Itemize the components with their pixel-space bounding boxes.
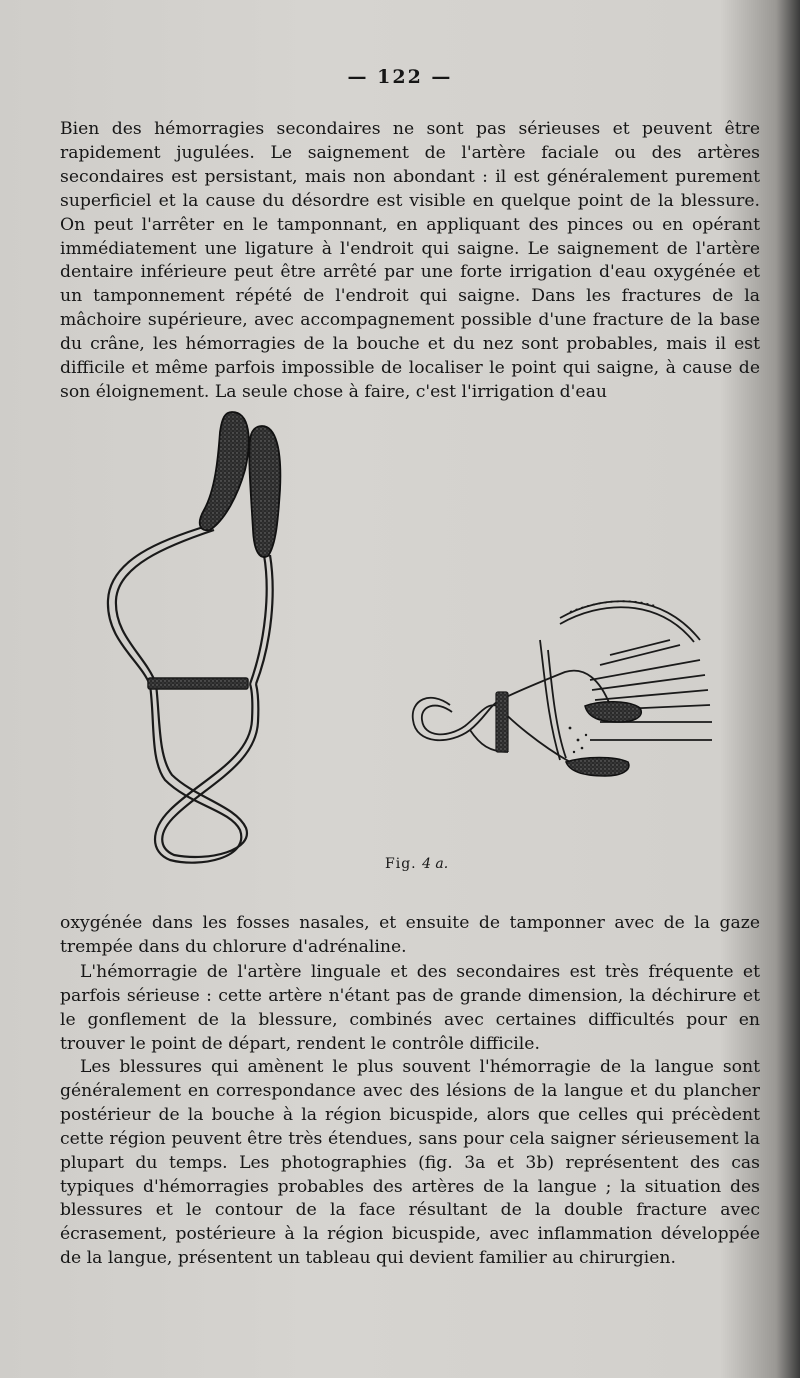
clamp-band-right bbox=[496, 692, 508, 752]
upper-tampon-right bbox=[585, 702, 641, 722]
paragraph: L'hémorragie de l'artère linguale et des secondaires est très fréquente et parfois sérieuse : cette artère n'étant pas de grande dimension, la déchirure et le gonflement de la blessure, combinés avec certaines difficultés pour en trouver le point de départ, rendent le contrôle difficile. bbox=[60, 962, 760, 1054]
figure-caption bbox=[385, 856, 448, 872]
bone-detail bbox=[569, 727, 588, 754]
left-tampon bbox=[200, 412, 249, 530]
nasal-tampon-device bbox=[108, 525, 273, 863]
nasal-cavity-section bbox=[413, 601, 712, 771]
right-tampon bbox=[249, 426, 280, 557]
figure-caption-prefix: Fig. bbox=[385, 856, 417, 872]
paragraph: Les blessures qui amènent le plus souvent l'hémorragie de la langue sont généralement en correspondance avec des lésions de la langue et du plancher postérieur de la bouche à la région bicuspide, alors que celles qui précèdent cette région peuvent être très étendues, sans pour cela saigner sérieusement la plupart du temps. Les photographies (fig. 3a et 3b) représentent des cas typiques d'hémorragies probables des artères de la langue ; la situation des blessures et le contour de la face résultant de la double fracture avec écrasement, postérieure à la région bicuspide, avec inflammation développée de la langue, présentent un tableau qui devient familier au chirurgien. bbox=[60, 1057, 760, 1269]
paragraph: Bien des hémorragies secondaires ne sont pas sérieuses et peuvent être rapidement jugulées. Le saignement de l'artère faciale ou des artères secondaires est persistant, mais non abondant : il est généralement purement superficiel et la cause du désordre est visible en quelque point de la blessure. On peut l'arrêter en le tamponnant, en appliquant des pinces ou en opérant immédiatement une ligature à l'endroit qui saigne. Le saignement de l'artère dentaire inférieure peut être arrêté par une forte irrigation d'eau oxygénée et un tamponnement répété de l'endroit qui saigne. Dans les fractures de la mâchoire supérieure, avec accompagnement possible d'une fracture de la base du crâne, les hémorragies de la bouche et du nez sont probables, mais il est difficile et même parfois impossible de localiser le point qui saigne, à cause de son éloignement. La seule chose à faire, c'est l'irrigation d'eau bbox=[60, 119, 760, 402]
page-number: — 122 — bbox=[347, 66, 453, 88]
paragraph: oxygénée dans les fosses nasales, et ensuite de tamponner avec de la gaze trempée dans du chlorure d'adrénaline. bbox=[60, 913, 760, 957]
figure-4a-illustration bbox=[0, 395, 800, 865]
lower-tampon-right bbox=[566, 758, 629, 777]
figure-caption-number: 4 a. bbox=[422, 856, 449, 872]
